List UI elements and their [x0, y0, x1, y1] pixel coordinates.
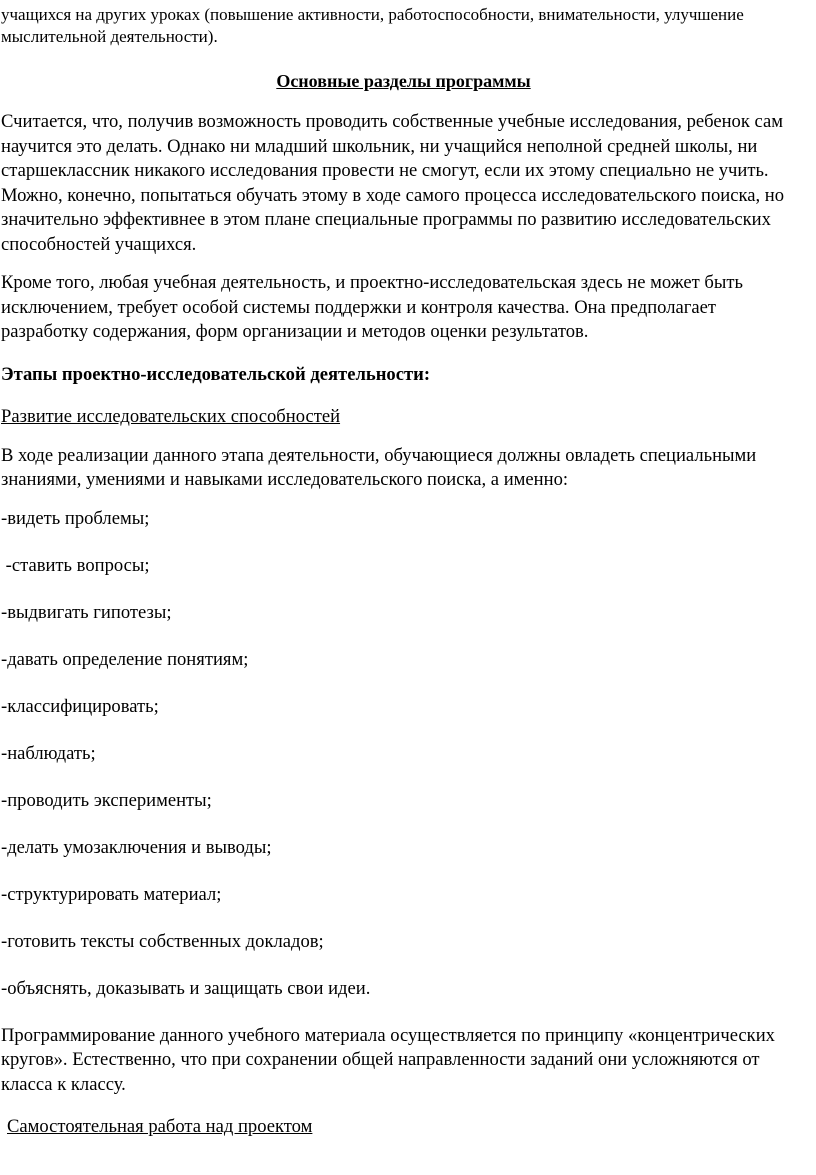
list-item: -выдвигать гипотезы;: [1, 601, 172, 623]
paragraph-quality-control: Кроме того, любая учебная деятельность, и проектно-исследовательская здесь не может быть исключением, требует особой системы поддержки и контроля качества. Она предполагает разработку содержания, форм организации и методов оценки результатов.: [1, 272, 743, 342]
list-item: -классифицировать;: [1, 695, 159, 717]
list-item: -структурировать материал;: [1, 883, 222, 905]
list-item: -делать умозаключения и выводы;: [1, 836, 272, 858]
stage1-heading: Развитие исследовательских способностей: [1, 406, 341, 427]
list-item: -ставить вопросы;: [1, 554, 150, 576]
stage2-heading: Самостоятельная работа над проектом: [7, 1116, 313, 1137]
list-item: -готовить тексты собственных докладов;: [1, 930, 324, 952]
section-title: Основные разделы программы: [276, 71, 531, 91]
intro-paragraph: учащихся на других уроках (повышение активности, работоспособности, внимательности, улучшение мыслительной деятельности).: [1, 5, 744, 46]
skills-list: [1, 507, 806, 1024]
list-item: -видеть проблемы;: [1, 507, 150, 529]
stages-heading: Этапы проектно-исследовательской деятельности:: [1, 363, 431, 385]
paragraph-research-intro: Считается, что, получив возможность проводить собственные учебные исследования, ребенок сам научится это делать. Однако ни младший школьник, ни учащийся неполной средней школы, ни старшеклассник никакого исследования провести не смогут, если их этому специально не учить. Можно, конечно, попытаться обучать этому в ходе самого процесса исследовательского поиска, но значительно эффективнее в этом плане специальные программы по развитию исследовательских способностей учащихся.: [1, 111, 785, 255]
stage1-intro-paragraph: В ходе реализации данного этапа деятельности, обучающиеся должны овладеть специальными знаниями, умениями и навыками исследовательского поиска, а именно:: [1, 444, 757, 490]
list-item: -объяснять, доказывать и защищать свои идеи.: [1, 977, 371, 999]
list-item: -давать определение понятиям;: [1, 648, 249, 670]
list-item: -проводить эксперименты;: [1, 789, 212, 811]
list-item: -наблюдать;: [1, 742, 96, 764]
programming-paragraph: Программирование данного учебного материала осуществляется по принципу «концентрических кругов». Естественно, что при сохранении общей направленности заданий они усложняются от класса к классу.: [1, 1024, 775, 1095]
